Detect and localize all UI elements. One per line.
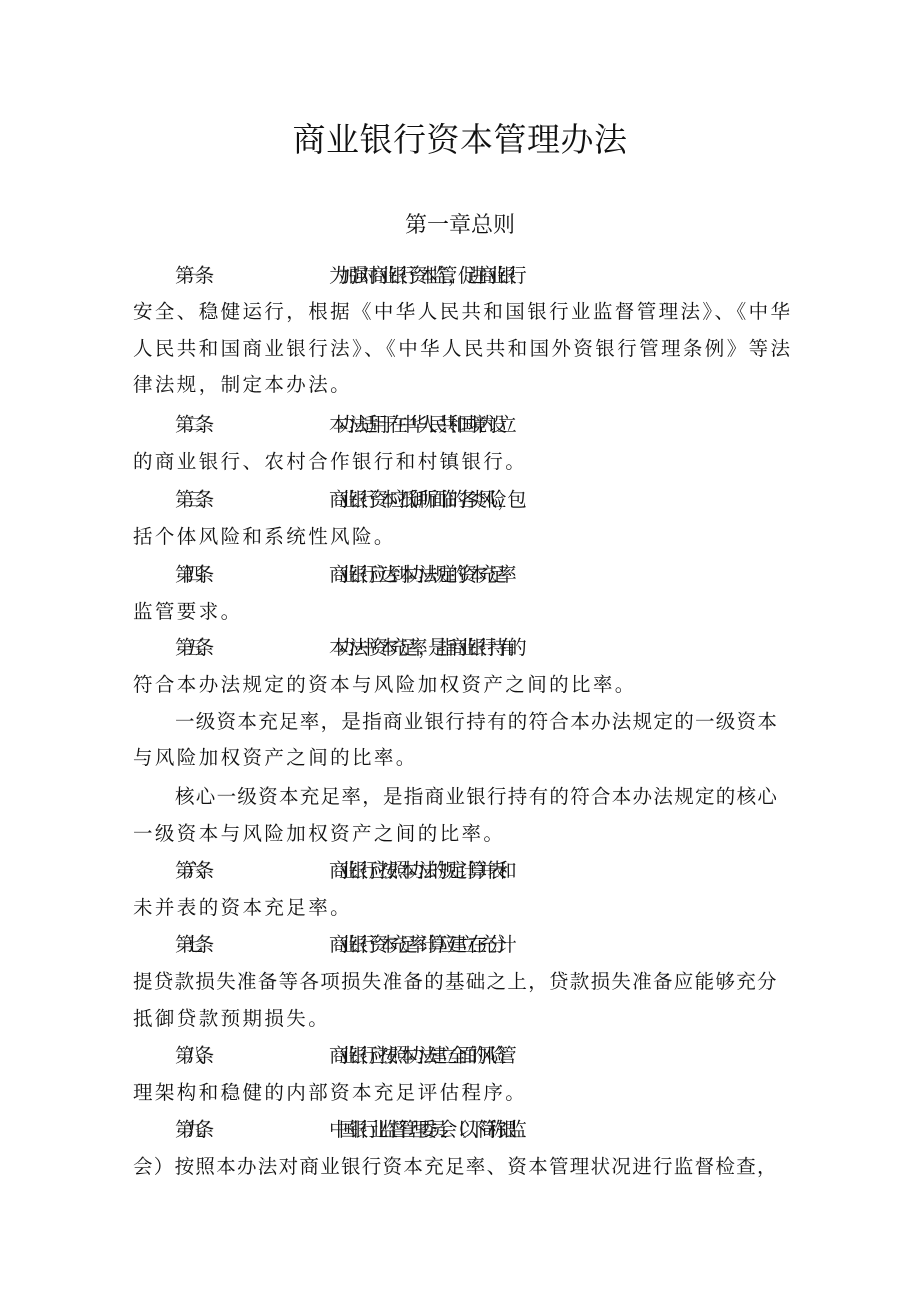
article-7-first-line [175, 932, 835, 958]
article-4-first-line [175, 562, 835, 588]
text-line: 会）按照本办法对商业银行资本充足率、资本管理状况进行监督检查， [133, 1155, 778, 1178]
article-number: 第九条 [175, 1118, 205, 1141]
article-8-first-line [175, 1043, 835, 1069]
chapter-heading: 第一章总则 [404, 213, 515, 238]
article-2-first-line [175, 412, 835, 438]
text-line: 一级资本与风险加权资产之间的比率。 [133, 822, 506, 845]
article-number: 第七条 [175, 933, 205, 956]
article-5-first-line [175, 635, 835, 661]
article-text: 商业银行资本应抵御所面临的各类风险，包 [329, 488, 518, 511]
article-number: 第四条 [175, 563, 205, 586]
article-text: 商业银行应按照本办法建立全面的风险管 [329, 1044, 508, 1067]
article-number: 第二条 [175, 413, 205, 436]
article-6-first-line [175, 858, 835, 884]
article-number: 第五条 [175, 636, 205, 659]
article-3-first-line [175, 487, 835, 513]
article-number: 第八条 [175, 1044, 205, 1067]
article-text: 商业银行资本充足率计算应建立在充分计 [329, 933, 508, 956]
text-line: 监管要求。 [133, 600, 243, 623]
text-line: 的商业银行、农村合作银行和村镇银行。 [133, 450, 528, 473]
text-line: 提贷款损失准备等各项损失准备的基础之上，贷款损失准备应能够充分 [133, 970, 778, 993]
article-1-first-line [175, 263, 835, 289]
text-line: 安全、稳健运行，根据《中华人民共和国银行业监督管理法》、《中华 [133, 300, 793, 323]
text-line: 与风险加权资产之间的比率。 [133, 746, 418, 769]
article-number: 第三条 [175, 488, 205, 511]
article-text: 商业银行应按照本办法的规定计算并表和 [329, 859, 508, 882]
article-number: 第六条 [175, 859, 205, 882]
article-number: 第一条 [175, 264, 205, 287]
text-line: 人民共和国商业银行法》、《中华人民共和国外资银行管理条例》等法 [133, 337, 793, 360]
document-title: 商业银行资本管理办法 [292, 120, 628, 159]
text-line: 括个体风险和系统性风险。 [133, 525, 396, 548]
article-9-first-line [175, 1117, 835, 1143]
text-line: 抵御贷款预期损失。 [133, 1007, 331, 1030]
text-line: 理架构和稳健的内部资本充足评估程序。 [133, 1081, 528, 1104]
text-line: 符合本办法规定的资本与风险加权资产之间的比率。 [133, 673, 637, 696]
article-text: 本办法中资本充足率，是指商业银行持有的 [329, 636, 518, 659]
paragraph-first-line: 一级资本充足率，是指商业银行持有的符合本办法规定的一级资本 [175, 710, 779, 733]
text-line: 未并表的资本充足率。 [133, 896, 353, 919]
article-text: 本办法适用于在中华人民共和国境内设立 [329, 413, 508, 436]
text-line: 律法规，制定本办法。 [133, 373, 353, 396]
article-text: 为加强对商业银行资本监管，促进商业银行 [329, 264, 518, 287]
article-text: 商业银行应达到本办法规定的资本充足率 [329, 563, 508, 586]
article-text: 中国银行业监督管理委员会（以下简称银监 [329, 1118, 518, 1141]
paragraph-first-line: 核心一级资本充足率，是指商业银行持有的符合本办法规定的核心 [175, 785, 779, 808]
